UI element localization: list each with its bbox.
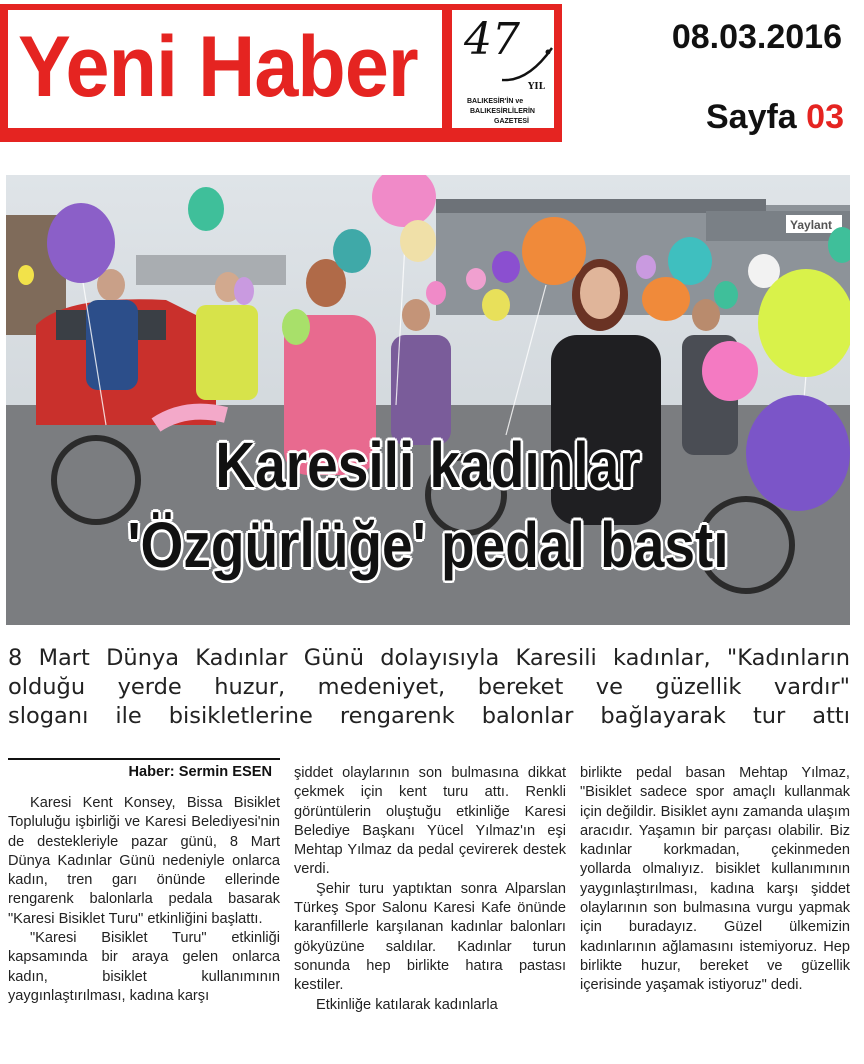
column-2-paragraph-2: Şehir turu yaptıktan sonra Alparslan Türkeş Spor Salonu Karesi Kafe önünde karanfillerle karşılanan kadınlar balonları gökyüzüne saldılar. Kadınlar turun sonunda hep birlikte hatıra pastası kestiler. (294, 880, 566, 994)
badge-tagline-1: BALIKESİR'İN ve (467, 98, 524, 105)
byline: Haber: Sermin ESEN (128, 764, 272, 780)
badge-tagline-2: BALIKESİRLİLERİN (470, 108, 535, 115)
headline-line-1: Karesili kadınlar (215, 429, 641, 501)
column-3-paragraph-1: birlikte pedal basan Mehtap Yılmaz, "Bisiklet sadece spor amaçlı kullanmak için değildir. Bisiklet aynı zamanda ulaşım aracıdır. Yaşamın bir parçası olabilir. Biz kadınlar korkmadan, çekinmeden yollarda olmalıyız. bisiklet kullanımının yaygınlaştırılması, kadına karşı şiddet olaylarının son bulmasına vurgu yapmak için buradayız. Güzel ülkemizin kadınlarının ağlamasını istemiyoruz. Hep birlikte huzur, bereket ve güzellik içerisinde yaşamak istiyoruz" dedi. (580, 765, 850, 994)
page-number: 03 (806, 98, 844, 136)
page-indicator (706, 98, 844, 137)
column-1-paragraph-2: "Karesi Bisiklet Turu" etkinliği kapsamında bir araya gelen onlarca kadın, bisiklet kullanımının yaygınlaştırılması, kadına karşı (8, 930, 280, 1004)
newspaper-logo: Yeni Haber (18, 19, 418, 115)
lead-line-3: sloganı ile bisikletlerine rengarenk balonlar bağlayarak tur attı (8, 703, 850, 729)
lead-paragraph (8, 644, 850, 731)
badge-number: 47 (464, 14, 520, 65)
byline-rule (8, 758, 280, 760)
article-column-1 (8, 794, 280, 1006)
column-1-paragraph-1: Karesi Kent Konsey, Bissa Bisiklet Topluluğu işbirliği ve Karesi Belediyesi'nin de destekleriyle pazar günü, 8 Mart Dünya Kadınlar Günü nedeniyle onlarca kadın, tren garı önünde ellerinde rengarenk balonlarla pedala basarak "Karesi Bisiklet Turu" etkinliğini başlattı. (8, 795, 280, 927)
badge-tagline-3: GAZETESİ (494, 118, 530, 125)
page-label: Sayfa (705, 98, 797, 136)
lead-line-2: olduğu yerde huzur, medeniyet, bereket ve güzellik vardır" (8, 674, 850, 700)
column-2-paragraph-1: şiddet olaylarının son bulmasına dikkat çekmek için kent turu attı. Renkli görüntülerin oluştuğu etkinliğe Karesi Belediye Başkanı Yücel Yılmaz'ın eşi Mehtap Yılmaz da pedal çevirerek destek verdi. (294, 765, 566, 878)
column-2-paragraph-3: Etkinliğe katılarak kadınlarla (316, 996, 498, 1013)
article-column-2 (294, 764, 566, 1015)
station-sign: Yaylant (790, 218, 833, 232)
badge-suffix: YIL (528, 82, 545, 92)
issue-date: 08.03.2016 (671, 18, 842, 56)
headline-line-2: 'Özgürlüğe' pedal bastı (127, 509, 729, 581)
article-column-3 (580, 764, 850, 996)
badge-swoosh-icon (500, 40, 556, 88)
headline (65, 425, 791, 585)
lead-line-1: 8 Mart Dünya Kadınlar Günü dolayısıyla Karesili kadınlar, "Kadınların (8, 645, 850, 671)
